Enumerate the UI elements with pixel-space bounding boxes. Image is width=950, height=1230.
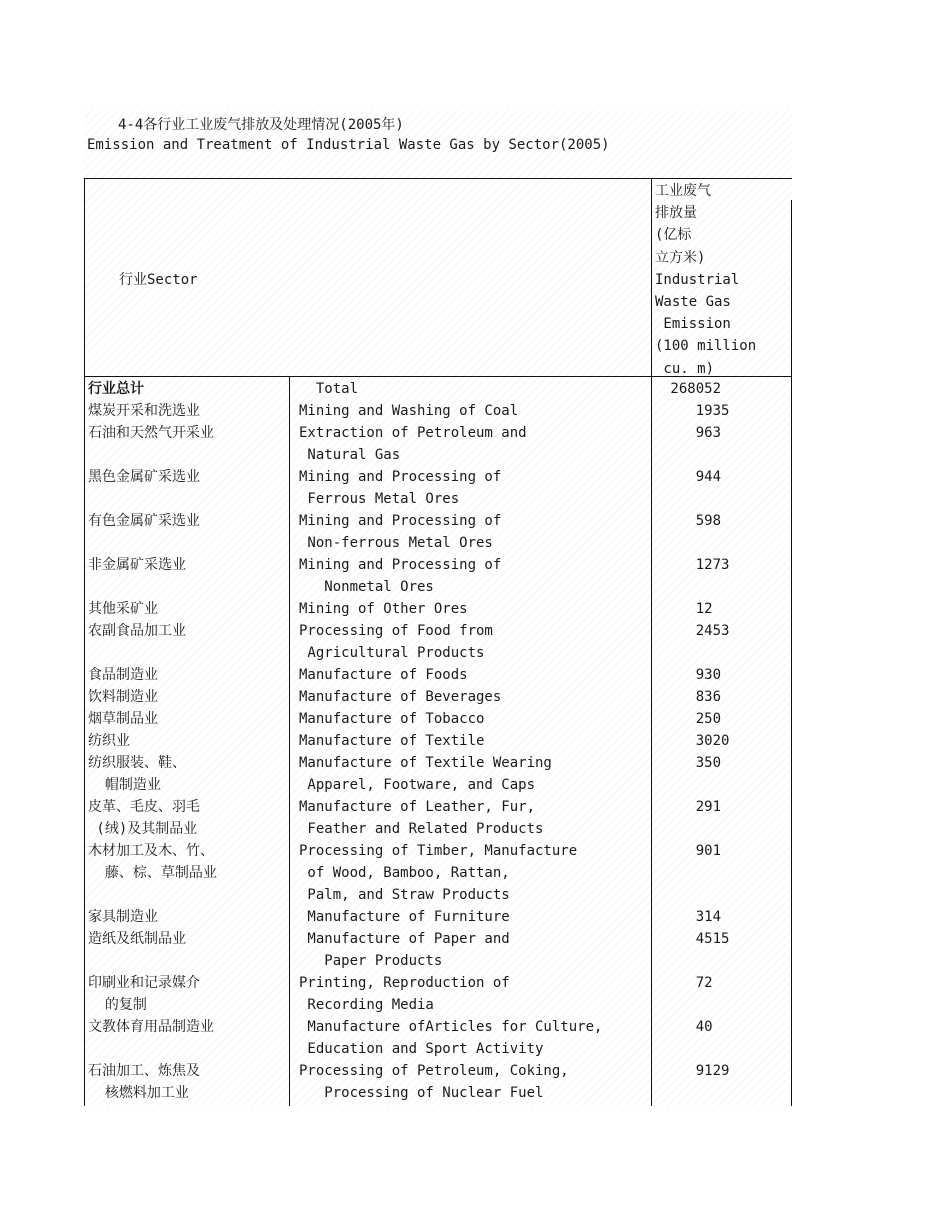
table-row bbox=[84, 752, 792, 796]
sector-name-english bbox=[299, 510, 649, 554]
table-row bbox=[84, 466, 792, 510]
table-row bbox=[84, 554, 792, 598]
sector-name-chinese bbox=[88, 796, 288, 840]
sector-name-english bbox=[299, 1060, 649, 1104]
sector-name-english-line: Mining and Processing of bbox=[299, 513, 502, 529]
table-row bbox=[84, 1060, 792, 1104]
emission-value: 944 bbox=[662, 469, 722, 485]
sector-name-english bbox=[299, 664, 649, 686]
table-row bbox=[84, 1016, 792, 1060]
sector-name-english-line: Extraction of Petroleum and bbox=[299, 425, 527, 441]
sector-name-chinese bbox=[88, 1060, 288, 1104]
sector-name-english bbox=[299, 400, 649, 422]
header-top-rule bbox=[84, 178, 792, 179]
emission-value: 40 bbox=[662, 1019, 713, 1035]
sector-name-chinese-line: 皮革、毛皮、羽毛 bbox=[88, 799, 200, 815]
sector-name-chinese bbox=[88, 554, 288, 576]
emission-value: 291 bbox=[662, 799, 722, 815]
sector-name-chinese-line: 农副食品加工业 bbox=[88, 623, 186, 639]
emission-value: 268052 bbox=[662, 381, 722, 397]
sector-name-english-line: Mining of Other Ores bbox=[299, 601, 468, 617]
sector-name-chinese bbox=[88, 598, 288, 620]
sector-name-english bbox=[299, 730, 649, 752]
table-row bbox=[84, 686, 792, 708]
sector-name-english-line: of Wood, Bamboo, Rattan, bbox=[299, 865, 510, 881]
emission-value: 836 bbox=[662, 689, 722, 705]
table-row bbox=[84, 598, 792, 620]
sector-name-chinese-line: 造纸及纸制品业 bbox=[88, 931, 186, 947]
sector-name-english-line: Manufacture of Textile bbox=[299, 733, 485, 749]
sector-name-chinese-line: 石油和天然气开采业 bbox=[88, 425, 214, 441]
emission-value: 314 bbox=[662, 909, 722, 925]
sector-name-english bbox=[299, 620, 649, 664]
table-row bbox=[84, 928, 792, 972]
emission-header-line: cu. m) bbox=[655, 360, 715, 377]
sector-name-chinese bbox=[88, 466, 288, 488]
table-row bbox=[84, 708, 792, 730]
sector-name-english bbox=[299, 752, 649, 796]
table-row bbox=[84, 510, 792, 554]
sector-name-english-line: Manufacture of Tobacco bbox=[299, 711, 485, 727]
sector-name-chinese-line: 石油加工、炼焦及 bbox=[88, 1063, 200, 1079]
table-row bbox=[84, 906, 792, 928]
sector-name-chinese-line: 纺织服装、鞋、 bbox=[88, 755, 186, 771]
sector-name-english-line: Agricultural Products bbox=[299, 645, 485, 661]
emission-value: 350 bbox=[662, 755, 722, 771]
sector-name-chinese bbox=[88, 928, 288, 950]
sector-name-english bbox=[299, 708, 649, 730]
sector-name-english-line: Processing of Petroleum, Coking, bbox=[299, 1063, 569, 1079]
sector-name-chinese-line: 行业总计 bbox=[88, 381, 144, 397]
emission-value: 1935 bbox=[662, 403, 730, 419]
emission-header-line: Emission bbox=[655, 316, 731, 333]
emission-value: 1273 bbox=[662, 557, 730, 573]
table-row bbox=[84, 400, 792, 422]
sector-name-chinese-line: 纺织业 bbox=[88, 733, 130, 749]
sector-name-chinese bbox=[88, 1016, 288, 1038]
sector-name-chinese-line: 的复制 bbox=[88, 997, 147, 1013]
sector-name-english bbox=[299, 554, 649, 598]
sector-name-english-line: Apparel, Footware, and Caps bbox=[299, 777, 536, 793]
sector-name-english-line: Education and Sport Activity bbox=[299, 1041, 544, 1057]
sector-name-chinese-line: 核燃料加工业 bbox=[88, 1085, 189, 1101]
sector-column-header: 行业Sector bbox=[119, 272, 198, 288]
sector-name-chinese bbox=[88, 400, 288, 422]
sector-name-chinese bbox=[88, 686, 288, 708]
sector-name-english-line: Manufacture of Leather, Fur, bbox=[299, 799, 536, 815]
table-title-english: Emission and Treatment of Industrial Waste Gas by Sector(2005) bbox=[87, 137, 610, 153]
emission-value: 9129 bbox=[662, 1063, 730, 1079]
sector-name-chinese-line: 有色金属矿采选业 bbox=[88, 513, 200, 529]
emission-header-line: Waste Gas bbox=[655, 294, 731, 311]
sector-name-chinese-line: 印刷业和记录媒介 bbox=[88, 975, 200, 991]
sector-name-chinese-line: (绒)及其制品业 bbox=[88, 821, 198, 837]
sector-name-english bbox=[299, 422, 649, 466]
sector-name-chinese bbox=[88, 752, 288, 796]
sector-name-chinese-line: 藤、棕、草制品业 bbox=[88, 865, 217, 881]
sector-name-english bbox=[299, 378, 649, 400]
emission-value: 930 bbox=[662, 667, 722, 683]
emission-value: 4515 bbox=[662, 931, 730, 947]
sector-name-english-line: Total bbox=[299, 381, 359, 397]
table-row bbox=[84, 972, 792, 1016]
sector-name-english bbox=[299, 840, 649, 906]
emission-header-line: (亿标 bbox=[655, 227, 692, 244]
sector-name-english bbox=[299, 796, 649, 840]
sector-name-english-line: Manufacture of Beverages bbox=[299, 689, 502, 705]
sector-name-english-line: Manufacture ofArticles for Culture, bbox=[299, 1019, 603, 1035]
sector-name-chinese-line: 饮料制造业 bbox=[88, 689, 158, 705]
sector-name-english-line: Processing of Food from bbox=[299, 623, 493, 639]
emission-header-line: 立方米) bbox=[655, 249, 706, 266]
sector-name-english-line: Ferrous Metal Ores bbox=[299, 491, 460, 507]
table-row bbox=[84, 422, 792, 466]
sector-name-english-line: Mining and Washing of Coal bbox=[299, 403, 519, 419]
emission-value: 2453 bbox=[662, 623, 730, 639]
table-title-chinese: 4-4各行业工业废气排放及处理情况(2005年) bbox=[118, 117, 404, 133]
sector-name-english bbox=[299, 598, 649, 620]
sector-name-english-line: Recording Media bbox=[299, 997, 434, 1013]
sector-name-chinese-line: 家具制造业 bbox=[88, 909, 158, 925]
sector-name-english bbox=[299, 972, 649, 1016]
sector-name-chinese bbox=[88, 422, 288, 444]
sector-name-chinese-line: 食品制造业 bbox=[88, 667, 158, 683]
sector-name-english-line: Paper Products bbox=[299, 953, 443, 969]
sector-name-english bbox=[299, 928, 649, 972]
emission-value: 901 bbox=[662, 843, 722, 859]
sector-name-chinese-line: 文教体育用品制造业 bbox=[88, 1019, 214, 1035]
sector-table-body bbox=[84, 378, 792, 1104]
sector-name-chinese-line: 其他采矿业 bbox=[88, 601, 158, 617]
emission-value: 12 bbox=[662, 601, 713, 617]
sector-name-chinese-line: 帽制造业 bbox=[88, 777, 161, 793]
sector-name-english-line: Natural Gas bbox=[299, 447, 401, 463]
sector-name-chinese-line: 木材加工及木、竹、 bbox=[88, 843, 214, 859]
sector-name-chinese bbox=[88, 620, 288, 642]
sector-name-chinese bbox=[88, 972, 288, 1016]
emission-header-line: 排放量 bbox=[655, 205, 697, 222]
sector-name-chinese bbox=[88, 840, 288, 884]
sector-name-english-line: Palm, and Straw Products bbox=[299, 887, 510, 903]
sector-name-english-line: Printing, Reproduction of bbox=[299, 975, 510, 991]
sector-name-chinese bbox=[88, 906, 288, 928]
table-row bbox=[84, 730, 792, 752]
sector-name-chinese bbox=[88, 730, 288, 752]
sector-name-english bbox=[299, 686, 649, 708]
sector-name-english-line: Manufacture of Textile Wearing bbox=[299, 755, 552, 771]
sector-name-english-line: Processing of Timber, Manufacture bbox=[299, 843, 578, 859]
sector-name-english-line: Mining and Processing of bbox=[299, 469, 502, 485]
sector-name-chinese-line: 非金属矿采选业 bbox=[88, 557, 186, 573]
sector-name-chinese bbox=[88, 708, 288, 730]
sector-name-english bbox=[299, 466, 649, 510]
sector-name-english-line: Manufacture of Paper and bbox=[299, 931, 510, 947]
sector-name-english-line: Feather and Related Products bbox=[299, 821, 544, 837]
sector-name-chinese bbox=[88, 378, 288, 400]
sector-name-english bbox=[299, 906, 649, 928]
emission-header-line: (100 million bbox=[655, 338, 757, 355]
emission-column-header bbox=[655, 180, 785, 380]
emission-value: 963 bbox=[662, 425, 722, 441]
sector-name-chinese-line: 煤炭开采和洗选业 bbox=[88, 403, 200, 419]
emission-value: 72 bbox=[662, 975, 713, 991]
sector-name-english-line: Non-ferrous Metal Ores bbox=[299, 535, 493, 551]
sector-name-english-line: Mining and Processing of bbox=[299, 557, 502, 573]
emission-header-line: Industrial bbox=[655, 271, 740, 288]
emission-header-line: 工业废气 bbox=[655, 183, 711, 199]
sector-name-english-line: Processing of Nuclear Fuel bbox=[299, 1085, 544, 1101]
table-row bbox=[84, 378, 792, 400]
sector-name-chinese bbox=[88, 664, 288, 686]
emission-value: 598 bbox=[662, 513, 722, 529]
sector-name-english-line: Manufacture of Furniture bbox=[299, 909, 510, 925]
table-row bbox=[84, 620, 792, 664]
table-row bbox=[84, 796, 792, 840]
sector-name-english bbox=[299, 1016, 649, 1060]
sector-name-chinese-line: 黑色金属矿采选业 bbox=[88, 469, 200, 485]
table-row bbox=[84, 840, 792, 906]
emission-value: 3020 bbox=[662, 733, 730, 749]
sector-name-chinese-line: 烟草制品业 bbox=[88, 711, 158, 727]
sector-name-chinese bbox=[88, 510, 288, 532]
table-row bbox=[84, 664, 792, 686]
emission-value: 250 bbox=[662, 711, 722, 727]
sector-name-english-line: Manufacture of Foods bbox=[299, 667, 468, 683]
sector-name-english-line: Nonmetal Ores bbox=[299, 579, 434, 595]
